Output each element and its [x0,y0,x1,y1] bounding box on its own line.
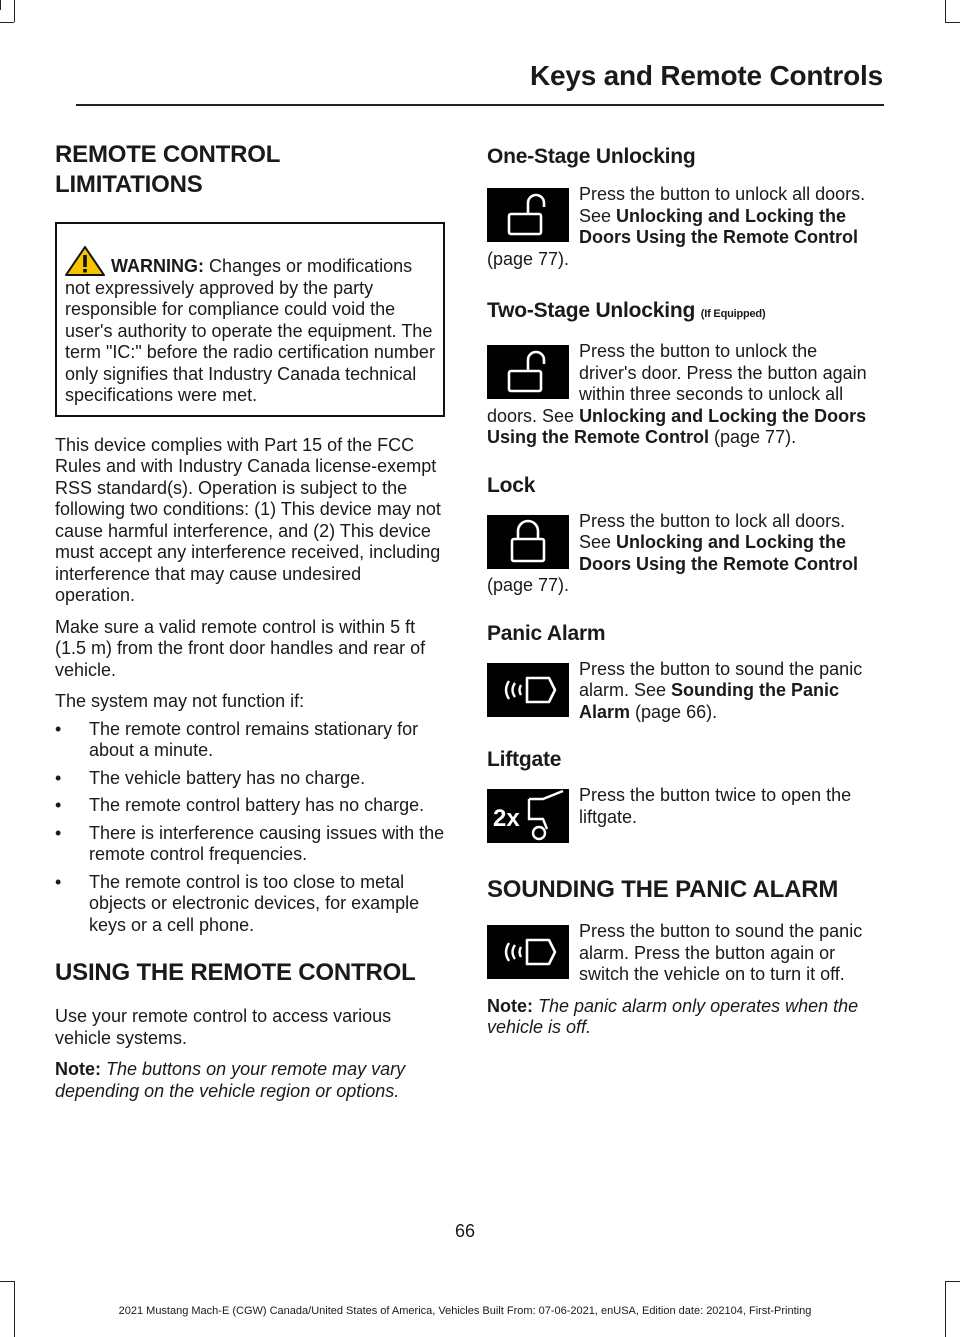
sounding-block [487,921,879,996]
list-item: • There is interference causing issues with the remote control frequencies. [55,822,445,864]
note-label: Note: [55,1059,101,1079]
footer-edition: 2021 Mustang Mach-E (CGW) Canada/United States of America, Vehicles Built From: 07-06-2021, enUSA, Edition date: 202104, First-Printing [118,1305,812,1317]
right-column [487,144,879,1049]
using-paragraph: Use your remote control to access various vehicle systems. [55,1006,392,1048]
crop-mark [945,0,946,22]
crop-mark [945,1281,960,1282]
left-column [55,140,445,1112]
crop-mark [945,22,960,23]
sounding-text: Press the button to sound the panic alarm. Press the button again or switch the vehicle on to turn it off. [579,921,863,984]
crop-mark [14,0,15,22]
liftgate-icon-label: 2x [493,805,520,832]
header-rule [76,104,884,106]
fcc-paragraph: This device complies with Part 15 of the FCC Rules and with Industry Canada license-exempt RSS standard(s). Operation is subject to the following two conditions: (1) This device may not cause harmful interference, and (2) This device must accept any interference received, including interference that may cause undesired operation. [55,434,441,605]
one-stage-text: Press the button to unlock all doors. See Unlocking and Locking the Doors Using the Remote Control (page 77). [487,184,866,269]
warning-box [55,222,445,417]
unlock-icon [487,345,569,399]
page-header-title: Keys and Remote Controls [529,60,883,91]
range-paragraph: Make sure a valid remote control is within 5 ft (1.5 m) from the front door handles and rear of vehicle. [55,616,426,680]
conditions-list [55,719,445,937]
note-text: The buttons on your remote may vary depending on the vehicle region or options. [55,1059,406,1101]
crop-mark [945,1281,946,1337]
section-heading-limitations: REMOTE CONTROL LIMITATIONS [55,141,281,198]
list-item: • The remote control is too close to metal objects or electronic devices, for example keys or a cell phone. [55,871,420,935]
liftgate-block [487,785,879,847]
section-heading-using: USING THE REMOTE CONTROL [55,959,416,986]
crop-mark [0,1281,14,1282]
heading-lock: Lock [487,473,536,497]
lock-icon [487,515,569,569]
note-label: Note: [487,995,533,1016]
unlock-icon [487,188,569,242]
page-number: 66 [454,1221,476,1241]
warning-icon [65,246,105,276]
heading-liftgate: Liftgate [487,748,562,771]
panic-block [487,659,879,734]
warning-label: WARNING: [111,256,204,276]
one-stage-link[interactable]: Unlocking and Locking the Doors Using the Remote Control [579,205,859,247]
lock-link[interactable]: Unlocking and Locking the Doors Using the Remote Control [579,532,859,574]
panic-alarm-icon [487,925,569,979]
if-equipped-label: (If Equipped) [700,308,766,320]
heading-panic: Panic Alarm [487,621,606,645]
crop-mark [0,22,14,23]
sounding-note [487,996,879,1039]
note-text: The panic alarm only operates when the vehicle is off. [487,995,859,1037]
liftgate-text: Press the button twice to open the liftgate. [579,785,852,827]
panic-link[interactable]: Sounding the Panic Alarm [579,680,840,722]
warning-text [65,246,435,407]
one-stage-block [487,184,879,280]
list-item: • The vehicle battery has no charge. [55,767,366,788]
lock-text: Press the button to lock all doors. See Unlocking and Locking the Doors Using the Remote Control (page 77). [487,510,859,595]
conditions-intro: The system may not function if: [55,691,305,711]
two-stage-block [487,341,879,459]
panic-text: Press the button to sound the panic alarm. See Sounding the Panic Alarm (page 66). [579,658,863,722]
list-item: • The remote control remains stationary for about a minute. [55,718,419,760]
note-paragraph [55,1059,445,1102]
two-stage-link[interactable]: Unlocking and Locking the Doors Using the Remote Control [487,405,867,447]
liftgate-icon [487,789,569,843]
two-stage-text: Press the button to unlock the driver's door. Press the button again within three seconds to unlock all doors. See Unlocking and Locking the Doors Using the Remote Control (page 77). [487,341,867,447]
list-item: • The remote control battery has no charge. [55,795,425,815]
heading-one-stage: One-Stage Unlocking [487,145,696,168]
section-heading-sounding: SOUNDING THE PANIC ALARM [487,876,839,903]
panic-alarm-icon [487,663,569,717]
warning-body: Changes or modifications not expressively approved by the party responsible for compliance could void the user's authority to operate the equipment. The term "IC:" before the radio certification number only signifies that Industry Canada technical specifications were met. [65,256,435,405]
crop-mark [0,0,1,10]
heading-two-stage: Two-Stage Unlocking (If Equipped) [487,299,766,322]
lock-block [487,511,879,607]
